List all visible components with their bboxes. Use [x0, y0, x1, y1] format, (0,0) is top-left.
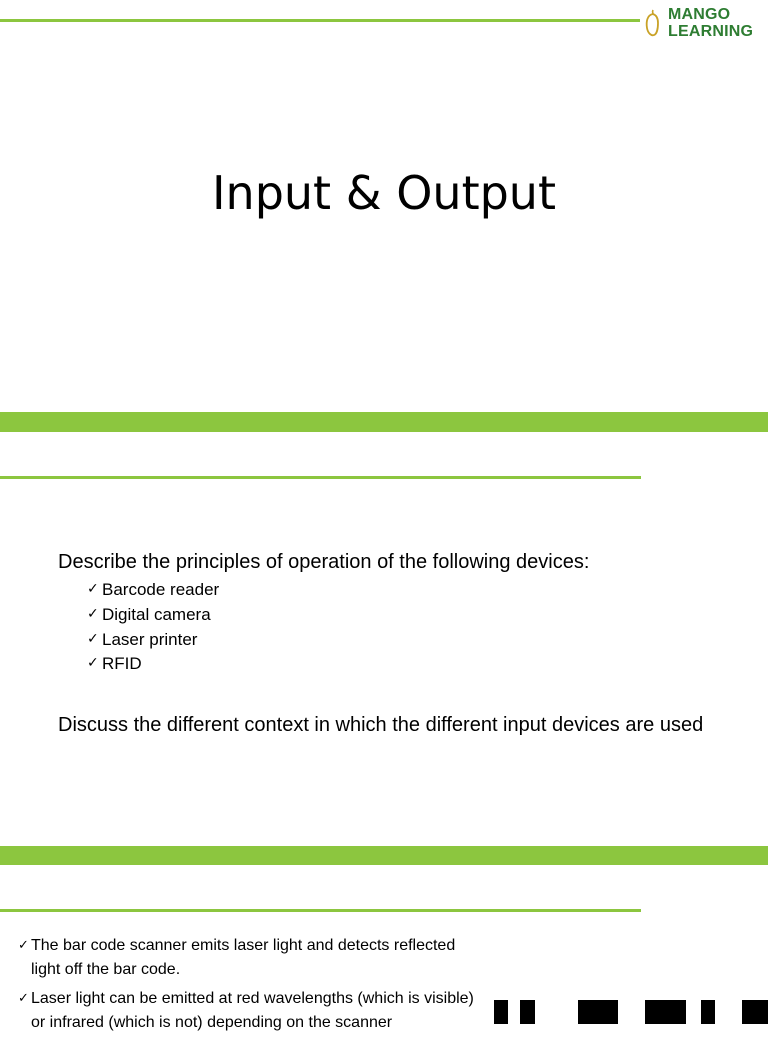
check-icon: ✓ [18, 938, 29, 953]
list-item [87, 627, 219, 652]
list-item [18, 987, 478, 1035]
logo-wordmark [668, 6, 753, 40]
device-checklist [87, 577, 219, 676]
barcode-bar [520, 1000, 535, 1024]
logo-line-2: LEARNING [668, 23, 754, 40]
list-item-label: Barcode reader [102, 580, 220, 599]
barcode-bar [494, 1000, 508, 1024]
note-text: The bar code scanner emits laser light and detects reflected light off the bar code. [31, 937, 456, 978]
barcode-bar [578, 1000, 618, 1024]
slide-title: Input & Output [211, 166, 556, 220]
list-item-label: RFID [102, 654, 142, 674]
list-item [87, 577, 219, 602]
note-text: Laser light can be emitted at red wavelengths (which is visible) or infrared (which is not) depending on the scanner [31, 990, 474, 1031]
list-item-label: Digital camera [102, 604, 211, 624]
header-rule [0, 19, 640, 22]
barcode-bar [645, 1000, 686, 1024]
logo-line-1: MANGO [668, 6, 731, 23]
check-icon: ✓ [18, 991, 29, 1006]
objective-prompt: Describe the principles of operation of the following devices: [58, 551, 590, 573]
mango-icon [644, 8, 662, 38]
barcode-image [494, 1000, 768, 1024]
slide-divider-2 [0, 846, 768, 865]
check-icon: ✓ [87, 581, 99, 597]
list-item [87, 651, 219, 676]
discussion-prompt: Discuss the different context in which the different input devices are used [58, 714, 704, 736]
barcode-bar [742, 1000, 768, 1024]
barcode-notes [18, 934, 478, 1040]
slide-3-rule [0, 909, 641, 912]
list-item [18, 934, 478, 982]
slide-divider-1 [0, 412, 768, 432]
check-icon: ✓ [87, 605, 99, 622]
list-item-label: Laser printer [102, 629, 198, 649]
barcode-bar [701, 1000, 715, 1024]
check-icon: ✓ [87, 655, 99, 672]
list-item [87, 602, 219, 627]
check-icon: ✓ [87, 630, 99, 647]
slide-2-rule [0, 476, 641, 479]
